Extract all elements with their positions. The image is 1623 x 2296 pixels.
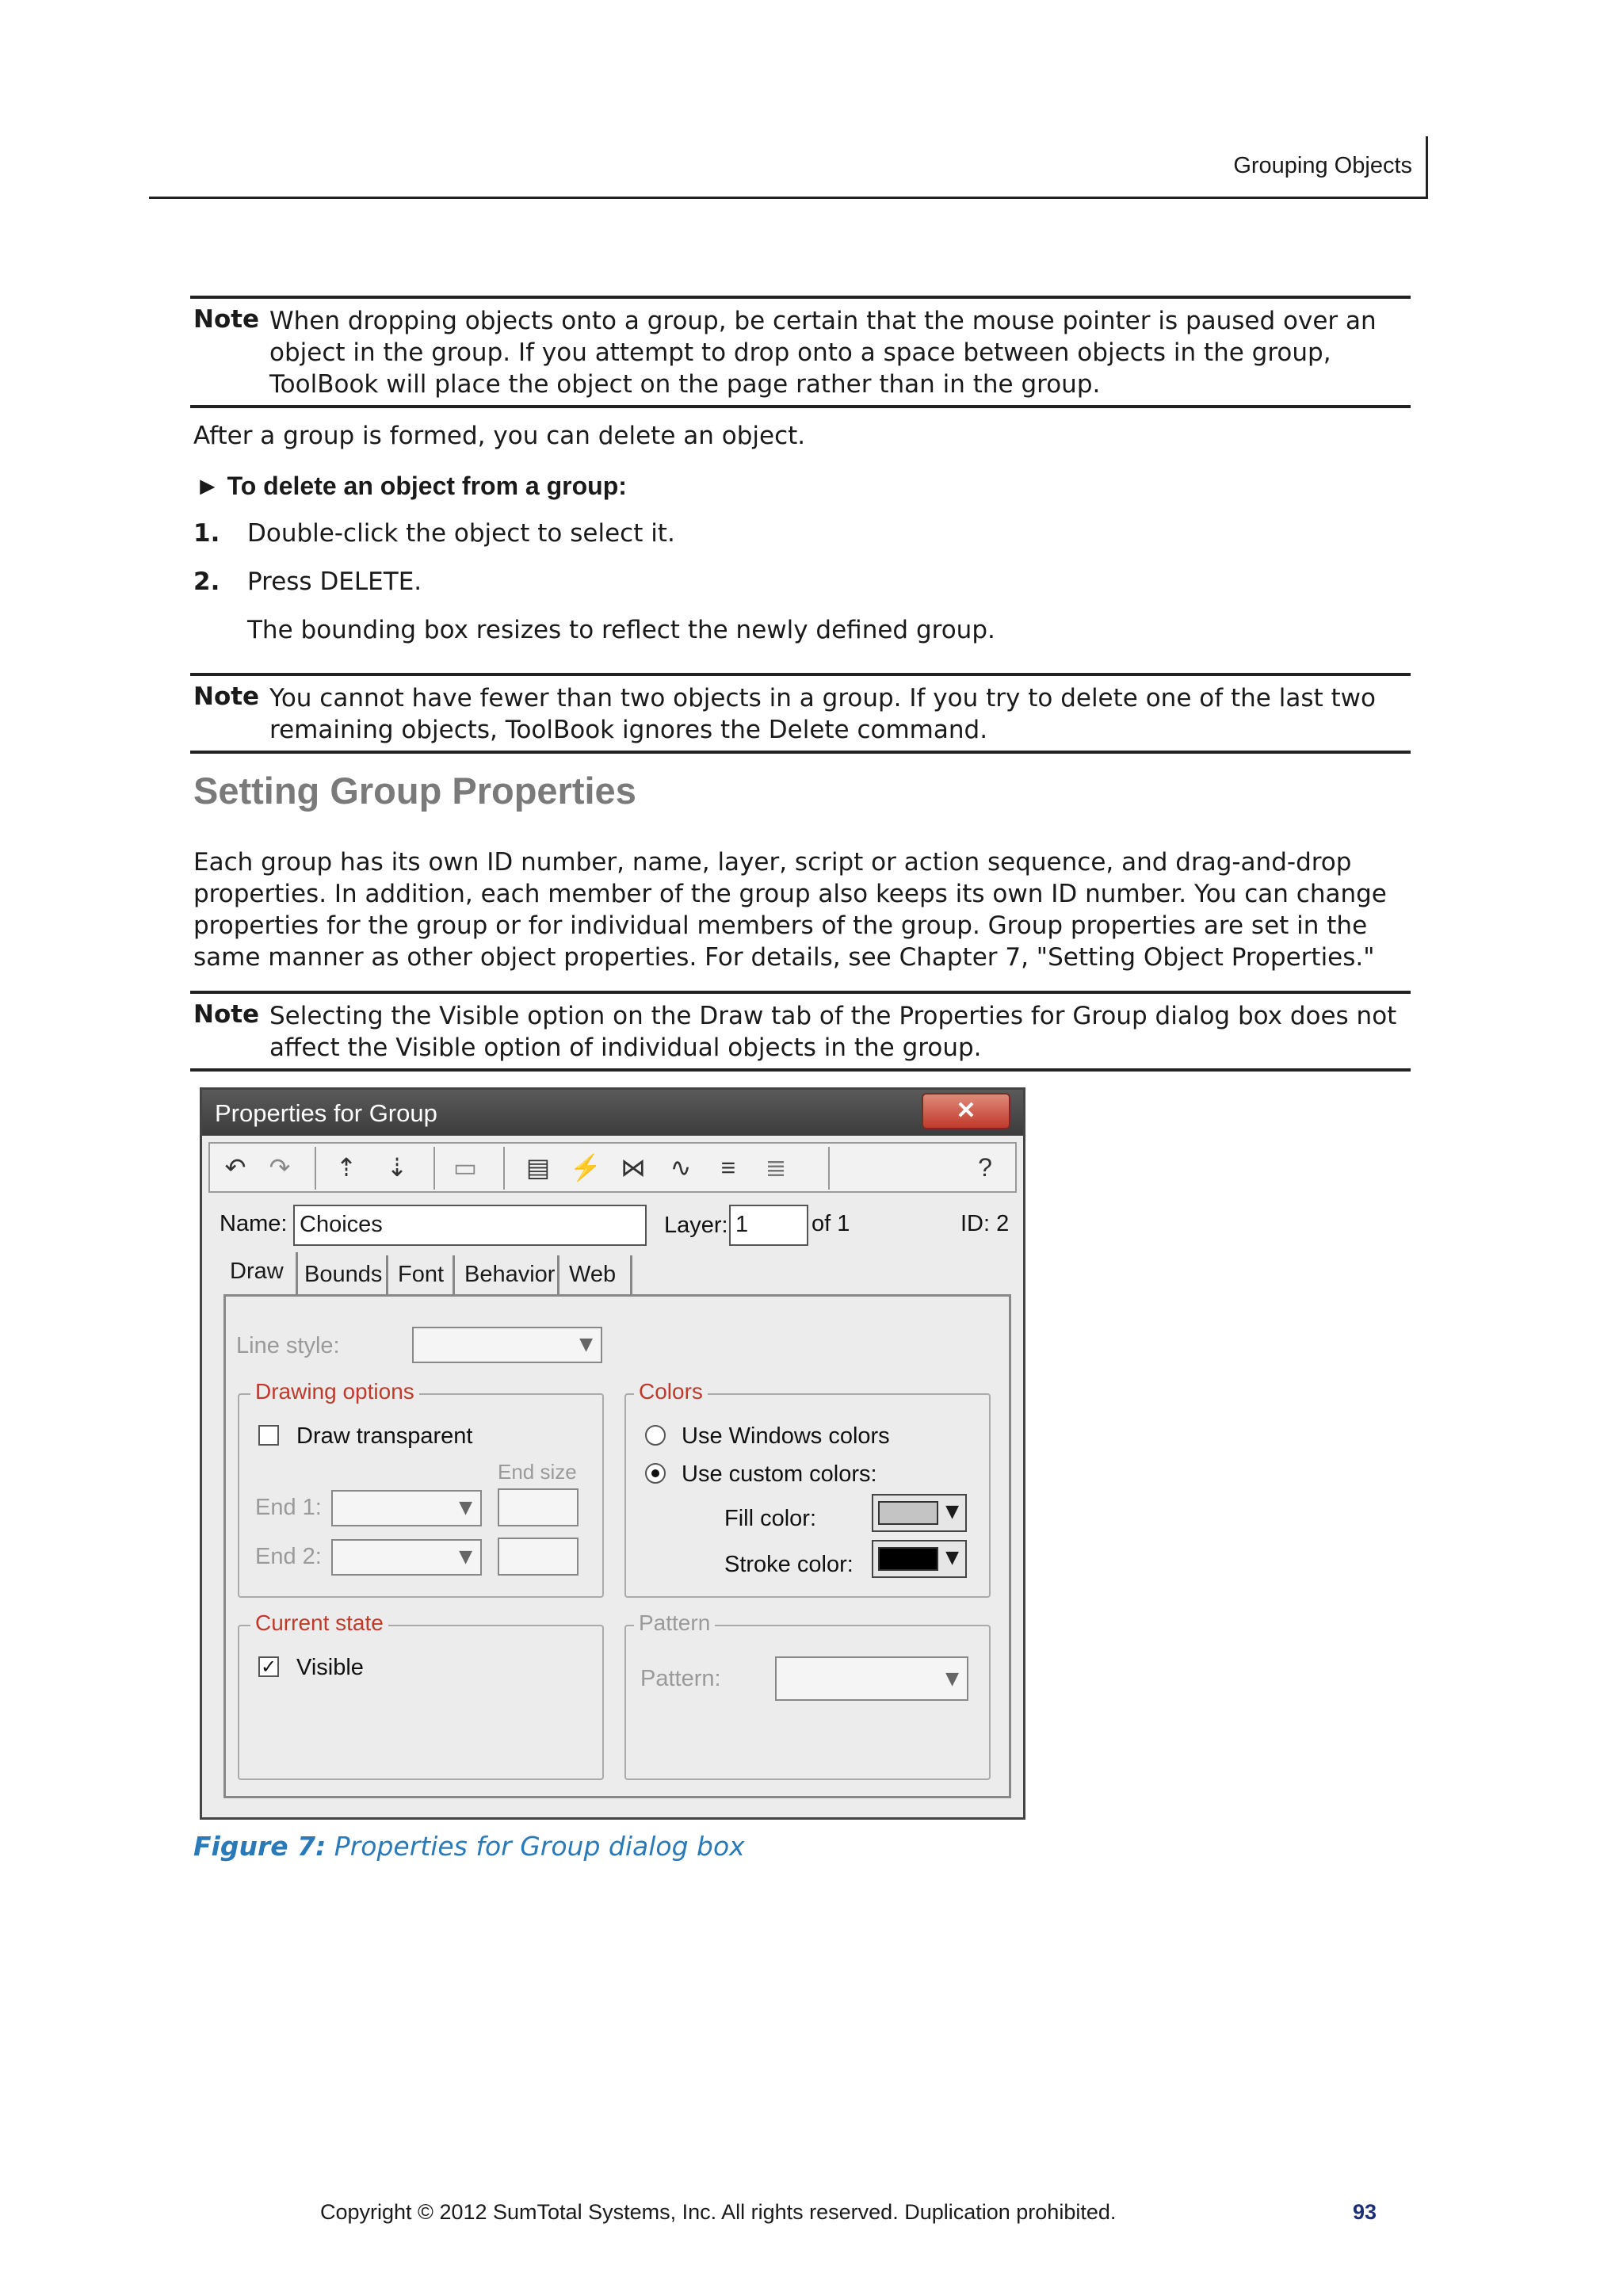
figure-caption <box>193 1831 745 1862</box>
script-icon[interactable]: ≡ <box>720 1153 736 1182</box>
visible-label: Visible <box>296 1655 364 1680</box>
chevron-down-icon: ▼ <box>579 1335 593 1354</box>
chevron-down-icon: ▼ <box>945 1548 959 1568</box>
drag-drop-icon[interactable]: ⋈ <box>621 1153 646 1182</box>
chevron-down-icon: ▼ <box>945 1502 959 1522</box>
line-style-label: Line style: <box>236 1333 340 1358</box>
layer-label: Layer: <box>664 1213 728 1238</box>
note-text: You cannot have fewer than two objects in a group. If you try to delete one of the last two remaining objects, ToolBook ignores the Delete command. <box>269 684 1376 744</box>
name-label: Name: <box>220 1211 288 1236</box>
tab-behavior[interactable]: Behavior <box>460 1255 559 1295</box>
toolbar-separator <box>433 1147 435 1190</box>
current-state-title: Current state <box>250 1610 388 1636</box>
end2-size-stepper[interactable] <box>498 1538 579 1576</box>
line-style-select[interactable] <box>412 1327 602 1363</box>
use-custom-colors-radio[interactable] <box>645 1463 666 1484</box>
note-visible-option <box>190 991 1411 1072</box>
figure-caption-text: Properties for Group dialog box <box>334 1831 745 1862</box>
note-label: Note <box>193 305 260 334</box>
dialog-titlebar <box>202 1090 1023 1136</box>
page-number: 93 <box>1353 2200 1377 2224</box>
send-backward-icon[interactable]: ⇣ <box>386 1153 408 1182</box>
footer-copyright: Copyright © 2012 SumTotal Systems, Inc. All rights reserved. Duplication prohibited. <box>320 2200 1117 2224</box>
draw-transparent-checkbox[interactable] <box>258 1425 279 1446</box>
note-text: Selecting the Visible option on the Draw tab of the Properties for Group dialog box does not affect the Visible option of individual objects in the group. <box>269 1002 1397 1062</box>
actions-icon[interactable]: ⚡ <box>570 1153 601 1182</box>
step-result: The bounding box resizes to reflect the newly defined group. <box>247 616 995 644</box>
dialog-toolbar <box>208 1142 1017 1193</box>
help-icon[interactable]: ? <box>978 1153 992 1182</box>
section-body: Each group has its own ID number, name, layer, script or action sequence, and drag-and-drop properties. In addition, each member of the group also keeps its own ID number. You can change properties for the group or for individual members of the group. Group properties are set in the same manner as other object properties. For details, see Chapter 7, "Setting Object Properties." <box>193 848 1387 972</box>
fill-color-swatch <box>878 1501 938 1525</box>
pattern-group <box>624 1625 991 1780</box>
pattern-label: Pattern: <box>640 1666 721 1691</box>
drawing-options-title: Drawing options <box>250 1379 419 1404</box>
visible-checkbox[interactable]: ✓ <box>258 1656 279 1677</box>
tab-web[interactable]: Web <box>564 1255 632 1295</box>
layer-of-label: of 1 <box>812 1211 850 1236</box>
fill-color-label: Fill color: <box>724 1506 817 1531</box>
script-menu-icon[interactable]: ≣ <box>765 1153 787 1182</box>
end1-label: End 1: <box>255 1495 322 1520</box>
paragraph-after-group: After a group is formed, you can delete an object. <box>193 422 806 450</box>
draw-transparent-label: Draw transparent <box>296 1423 473 1449</box>
use-custom-colors-label: Use custom colors: <box>682 1461 877 1487</box>
path-icon[interactable]: ∿ <box>670 1153 692 1182</box>
current-state-group <box>238 1625 604 1780</box>
stroke-color-picker[interactable] <box>872 1540 967 1578</box>
note-fewer-objects <box>190 673 1411 754</box>
redo-icon[interactable]: ↷ <box>269 1153 291 1182</box>
pattern-title: Pattern <box>634 1610 715 1636</box>
figure-label: Figure 7: <box>193 1831 327 1862</box>
use-windows-colors-label: Use Windows colors <box>682 1423 890 1449</box>
toolbar-separator <box>503 1147 505 1190</box>
step-number: 2. <box>193 567 220 596</box>
step-number: 1. <box>193 519 220 548</box>
properties-icon[interactable]: ▤ <box>525 1153 551 1182</box>
note-text: When dropping objects onto a group, be certain that the mouse pointer is paused over an object in the group. If you attempt to drop onto a space between objects in the group, ToolBook will place the object on the page rather than in the group. <box>269 307 1377 399</box>
toolbar-separator <box>315 1147 316 1190</box>
note-drop-objects <box>190 296 1411 408</box>
use-windows-colors-radio[interactable] <box>645 1425 666 1446</box>
pattern-select[interactable] <box>775 1656 968 1701</box>
fill-color-picker[interactable] <box>872 1494 967 1532</box>
end1-select[interactable] <box>331 1490 482 1526</box>
name-input[interactable]: Choices <box>293 1205 647 1246</box>
end-size-label: End size <box>498 1460 577 1484</box>
step-text: Double-click the object to select it. <box>247 519 675 548</box>
tab-bounds[interactable]: Bounds <box>300 1255 388 1295</box>
chevron-down-icon: ▼ <box>945 1669 959 1689</box>
step-text: Press DELETE. <box>247 567 422 596</box>
procedure-heading: ► To delete an object from a group: <box>195 472 627 500</box>
header-rule <box>149 197 1428 199</box>
end2-select[interactable] <box>331 1539 482 1576</box>
end2-label: End 2: <box>255 1544 322 1569</box>
align-icon[interactable]: ▭ <box>453 1153 478 1182</box>
colors-title: Colors <box>634 1379 708 1404</box>
section-title: Setting Group Properties <box>193 770 636 812</box>
undo-icon[interactable]: ↶ <box>224 1153 246 1182</box>
chevron-down-icon: ▼ <box>459 1547 472 1567</box>
header-vertical-rule <box>1426 136 1428 199</box>
running-header: Grouping Objects <box>1233 153 1412 178</box>
stroke-color-swatch <box>878 1547 938 1571</box>
toolbar-separator <box>828 1147 830 1190</box>
chevron-down-icon: ▼ <box>459 1498 472 1518</box>
close-button[interactable]: ✕ <box>922 1093 1010 1129</box>
dialog-title: Properties for Group <box>215 1099 437 1127</box>
tab-font[interactable]: Font <box>393 1255 455 1295</box>
end1-size-stepper[interactable] <box>498 1488 579 1526</box>
bring-forward-icon[interactable]: ⇡ <box>335 1153 357 1182</box>
id-label: ID: 2 <box>960 1211 1010 1236</box>
note-label: Note <box>193 1000 260 1029</box>
stroke-color-label: Stroke color: <box>724 1552 854 1577</box>
tab-draw[interactable]: Draw <box>225 1252 298 1297</box>
note-label: Note <box>193 682 260 711</box>
layer-input[interactable]: 1 <box>729 1205 808 1246</box>
